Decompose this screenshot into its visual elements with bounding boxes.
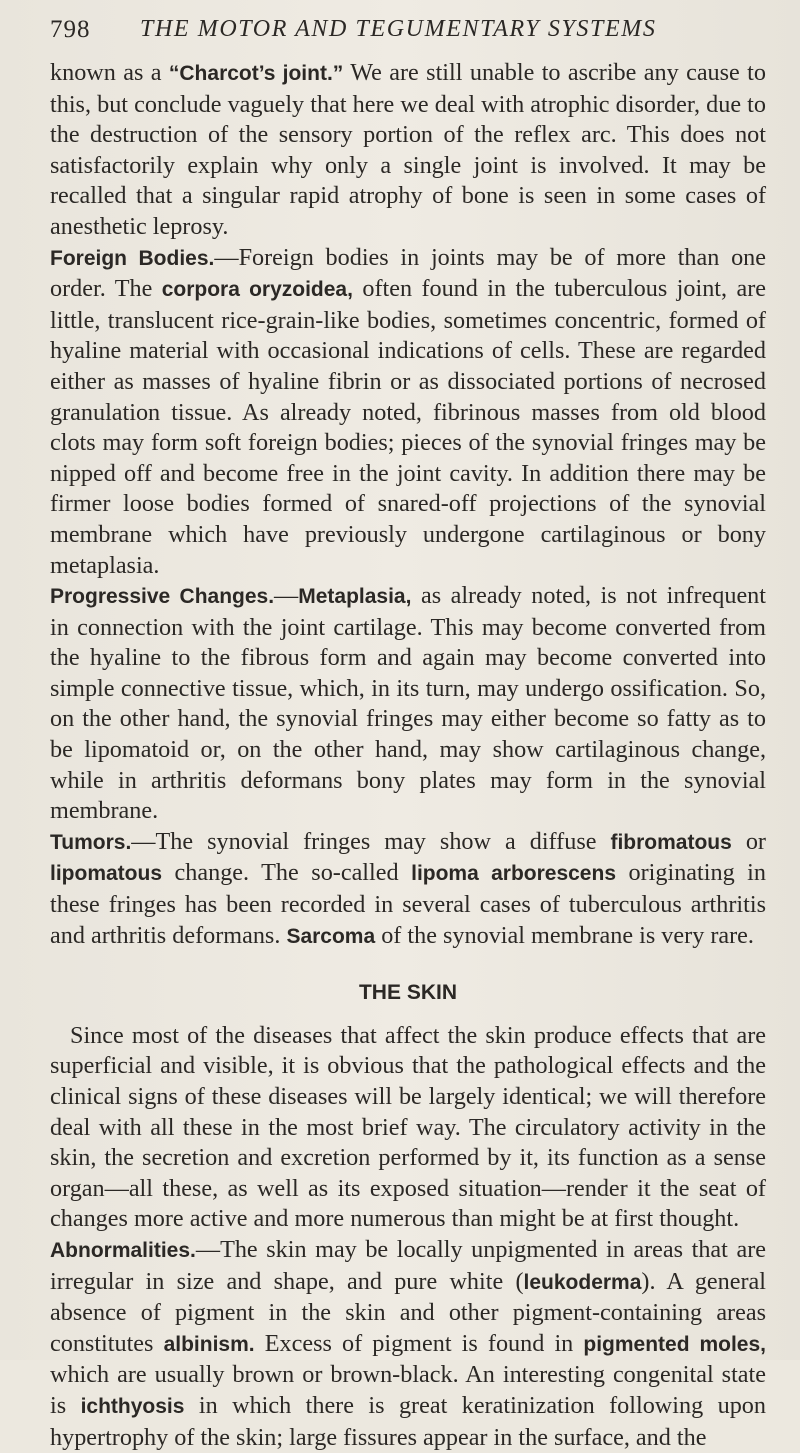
subheading-foreign-bodies: Foreign Bodies. bbox=[50, 246, 215, 270]
term-lipoma-arborescens: lipoma arborescens bbox=[411, 862, 616, 886]
term-leukoderma: leukoderma bbox=[523, 1270, 642, 1294]
body-text bbox=[50, 58, 766, 1453]
term-metaplasia: Metaplasia, bbox=[298, 585, 412, 609]
term-albinism: albinism. bbox=[163, 1332, 255, 1356]
paragraph-progressive-changes: Progressive Changes.—Metaplasia, as already noted, is not infrequent in connection with the joint cartilage. This may become converted from the hyaline to the fibrous form and again may become converted into simple connective tissue, which, in its turn, may undergo ossification. So, on the other hand, the synovial fringes may either become so fatty as to be lipomatoid or, on the other hand, may show cartilaginous change, while in arthritis deformans bony plates may form in the synovial membrane. bbox=[50, 582, 766, 825]
term-fibromatous: fibromatous bbox=[610, 830, 732, 854]
subheading-progressive-changes: Progressive Changes. bbox=[50, 585, 275, 609]
term-corpora-oryzoidea: corpora oryzoidea, bbox=[161, 278, 353, 302]
paragraph-foreign-bodies: Foreign Bodies.—Foreign bodies in joints may be of more than one order. The corpora oryzoidea, often found in the tuberculous joint, are little, translucent rice-grain-like bodies, sometimes concentric, formed of hyaline material with occasional indications of cells. These are regarded either as masses of hyaline fibrin or as dissociated portions of necrosed granulation tissue. As already noted, fibrinous masses from old blood clots may form soft foreign bodies; pieces of the synovial fringes may be nipped off and become free in the joint cavity. In addition there may be firmer loose bodies formed of snared-off projections of the synovial membrane which have previously undergone cartilaginous or bony metaplasia. bbox=[50, 243, 766, 579]
paragraph-charcot-joint: known as a “Charcot’s joint.” We are still unable to ascribe any cause to this, but conclude vaguely that here we deal with atrophic disorder, due to the destruction of the sensory portion of the reflex arc. This does not satisfactorily explain why only a single joint is involved. It may be recalled that a singular rapid atrophy of bone is seen in some cases of anesthetic leprosy. bbox=[50, 59, 766, 240]
page-number: 798 bbox=[50, 16, 91, 43]
paragraph-tumors: Tumors.—The synovial fringes may show a diffuse fibromatous or lipomatous change. The so-called lipoma arborescens originating in these fringes has been recorded in several cases of tuberculous arthritis and arthritis deformans. Sarcoma of the synovial membrane is very rare. bbox=[50, 827, 766, 949]
term-sarcoma: Sarcoma bbox=[286, 924, 376, 948]
section-heading-the-skin: THE SKIN bbox=[358, 981, 457, 1005]
term-ichthyosis: ichthyosis bbox=[80, 1394, 185, 1418]
term-lipomatous: lipomatous bbox=[50, 862, 163, 886]
paragraph-skin-intro: Since most of the diseases that affect the skin produce effects that are superficial and visible, it is obvious that the pathological effects and the clinical signs of these diseases will be largely identical; we will therefore deal with all these in the most brief way. The circulatory activity in the skin, the secretion and excretion performed by it, its function as a sense organ—all these, as well as its exposed situation—render it the seat of changes more active and more numerous than might be at first thought. bbox=[50, 1021, 766, 1233]
page-header bbox=[50, 16, 770, 50]
subheading-abnormalities: Abnormalities. bbox=[50, 1238, 196, 1262]
term-charcots-joint: “Charcot’s joint.” bbox=[168, 62, 344, 85]
subheading-tumors: Tumors. bbox=[50, 830, 132, 854]
paragraph-abnormalities: Abnormalities.—The skin may be locally unpigmented in areas that are irregular in size and shape, and pure white (leukoderma). A general absence of pigment in the skin and other pigment-containing areas constitutes albinism. Excess of pigment is found in pigmented moles, which are usually brown or brown-black. An interesting congenital state is ichthyosis in which there is great keratinization following upon hypertrophy of the skin; large fissures appear in the surface, and the bbox=[50, 1235, 766, 1451]
running-head: THE MOTOR AND TEGUMENTARY SYSTEMS bbox=[140, 16, 657, 42]
term-pigmented-moles: pigmented moles, bbox=[583, 1332, 766, 1356]
